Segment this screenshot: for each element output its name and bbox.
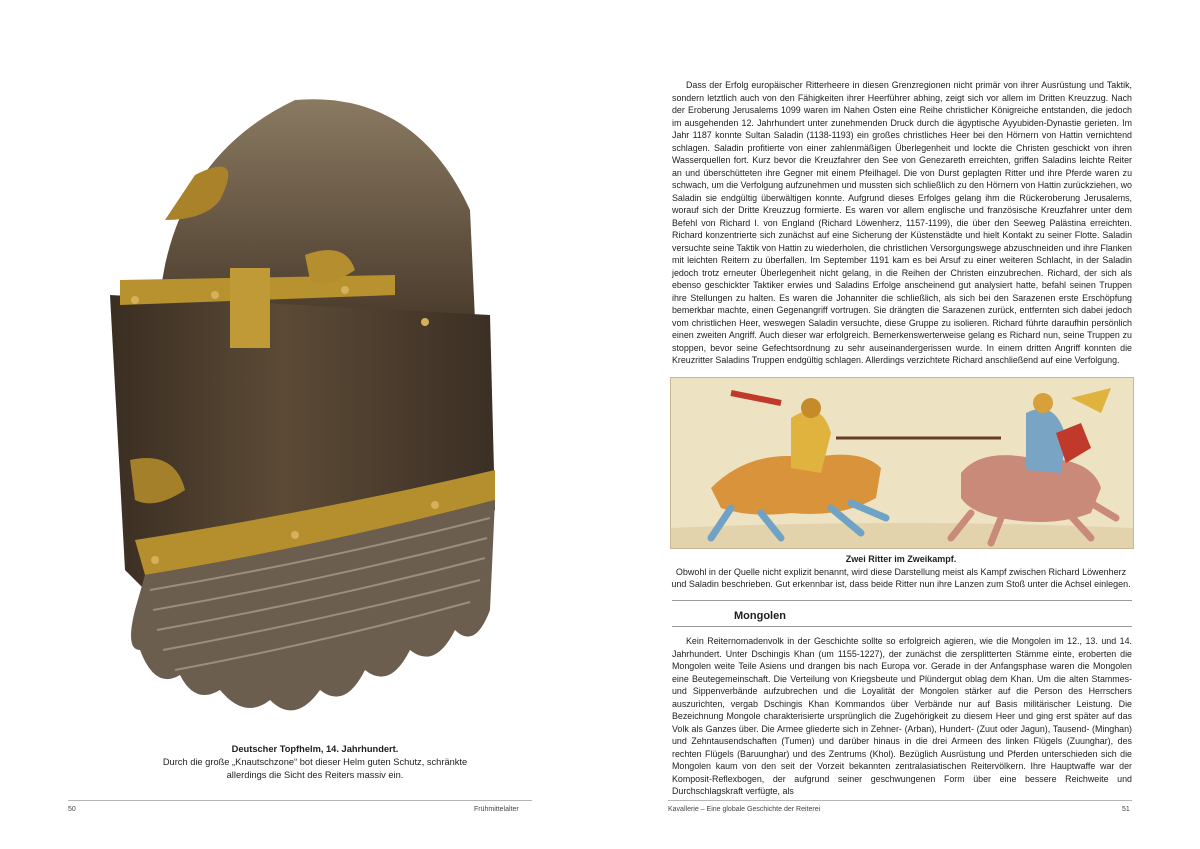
section-rule-top — [672, 600, 1132, 601]
figure-caption — [670, 553, 1132, 591]
running-head-right: Kavallerie – Eine globale Geschichte der Reiterei — [668, 806, 821, 813]
knights-illustration — [670, 377, 1134, 549]
body-text-crusade — [672, 79, 1132, 367]
section-heading: Mongolen — [734, 610, 786, 622]
paragraph-mongols: Kein Reiternomadenvolk in der Geschichte sollte so erfolgreich agieren, wie die Mongolen im 12., 13. und 14. Jahrhundert. Unter Dschingis Khan (um 1155-1227), der zunächst die zersplitterten Stämme einte, eroberten die Mongolen weite Teile Asiens und drangen bis nach Europa vor. Gerade in der Anfangsphase waren die Mongolen eine Beutegemeinschaft. Die Verteilung von Kriegsbeute und Plündergut oblag dem Khan. Um die alten Stammes- und Sippenverbände aufzubrechen und die Loyalität der Mongolen stärker auf die Person des Herrschers auszurichten, vergab Dschingis Khan Kommandos über Verbände nur auf Basis militärischer Leistung. Die Bezeichnung Mongole charakterisierte ursprünglich die Zugehörigkeit zu diesem Heer und ging erst später auf das Volk als Ganzes über. Die Armee gliederte sich in Zehner- (Arban), Hundert- (Zuut oder Jagun), Tausend- (Minghan) und Zehntausendschaften (Tumen) und darüber hinaus in die drei Armeen des linken Flügels (Zuunghar), des rechten Flügels (Baruunghar) und des Zentrums (Khol). Bezüglich Ausrüstung und Pferden unterschieden sich die Mongolen kaum von den seit der Vorzeit bekannten zentralasiatischen Reitervölkern. Ihre Hauptwaffe war der Komposit-Reflexbogen, der aufgrund seiner geschwungenen Form über eine bessere Reichweite und Durchschlagskraft verfügte, als — [672, 636, 1132, 796]
running-head-left: Frühmittelalter — [474, 806, 519, 813]
footer-rule-right — [668, 800, 1132, 801]
section-rule-bottom — [672, 626, 1132, 627]
body-text-mongols — [672, 635, 1132, 798]
figure-caption-text: Obwohl in der Quelle nicht explizit benannt, wird diese Darstellung meist als Kampf zwischen Richard Löwenherz und Saladin beschrieben. Gut erkennbar ist, dass beide Ritter nun ihre Lanzen zum Stoß unter die Achsel einlegen. — [671, 566, 1131, 589]
helmet-photo — [95, 90, 505, 730]
page-number-left: 50 — [68, 806, 76, 813]
paragraph-crusade: Dass der Erfolg europäischer Ritterheere in diesen Grenzregionen nicht primär von ihrer Ausrüstung und Taktik, sondern letztlich auch von den Fähigkeiten ihrer Heerführer abhing, zeigt sich vor allem im Dritten Kreuzzug. Nach der Eroberung Jerusalems 1099 waren im Nahen Osten eine Reihe christlicher Königreiche entstanden, die jedoch im ausgehenden 12. Jahrhundert unter zunehmenden Druck durch die ägyptische Ayyubiden-Dynastie gerieten. Im Jahr 1187 konnte Sultan Saladin (1138-1193) ein großes christliches Heer bei den Hörnern von Hattin vernichtend schlagen. Saladin profitierte von einer zahlenmäßigen Überlegenheit und lockte die Christen geschickt von ihren Wasserquellen fort. Kurz bevor die Kreuzfahrer den See von Genezareth erreichten, griffen Saladins leichte Reiter an und überschütteten ihre Gegner mit einem Pfeilhagel. Die von Durst geplagten Ritter und ihre Pferde waren zu schwach, um die Verfolgung aufzunehmen und mussten sich schließlich zu den Hörnern von Hattin zurückziehen, wo Saladin sie endgültig überwältigen konnte. Aufgrund dieses Erfolges gelang ihm die Rückeroberung Jerusalems, worauf sich der Dritte Kreuzzug formierte. Es waren vor allem englische und französische Kreuzfahrer unter dem Befehl von Richard I. von England (Richard Löwenherz, 1157-1199), die über den Seeweg Palästina erreichten. Richard konzentrierte sich zunächst auf eine Sicherung der Küstenstädte und hielt Kontakt zu seiner Flotte. Saladin versuchte seine Taktik von Hattin zu wiederholen, die christlichen Versorgungswege abzuschneiden und ihre Flanken mit leichten Reitern zu überfallen. Im September 1191 kam es bei Arsuf zu einer weiteren Schlacht, in der Saladin jedoch trotz erneuter Überlegenheit nicht gelang, in die Reihen der Christen einzubrechen. Richard, der sich als ebenso geschickter Taktiker erwies und Saladins Erfolge anscheinend gut analysiert hatte, befahl seinen Truppen ihre Stellungen zu halten. Es waren die Johanniter die schließlich, als sich bei den Sarazenen erste Erschöpfung bemerkbar machte, einen Gegenangriff vortrugen. Sie drängten die Sarazenen zurück, entfernten sich dabei jedoch vom christlichen Heer, weswegen Saladin versuchte, diese Gruppe zu isolieren. Richard führte daraufhin persönlich einen zweiten Angriff. Auch dieser war erfolgreich. Bemerkenswerterweise gelang es Richard nun, seine Truppen zu stoppen, bevor seine Gefechtsordnung zu sehr auseinandergerissen wurde. In einem dritten Angriff konnten die Kreuzritter Saladins Truppen endgültig schlagen. Allerdings verzichtete Richard anschließend auf eine Verfolgung. — [672, 80, 1132, 365]
footer-rule-left — [68, 800, 532, 801]
page-number-right: 51 — [1122, 806, 1130, 813]
figure-caption-title: Zwei Ritter im Zweikampf. — [845, 554, 957, 564]
helmet-caption-text: Durch die große „Knautschzone“ bot dieser Helm guten Schutz, schränkte allerdings die Sicht des Reiters massiv ein. — [162, 757, 468, 780]
helmet-caption — [150, 743, 480, 782]
helmet-caption-title: Deutscher Topfhelm, 14. Jahrhundert. — [231, 744, 399, 754]
